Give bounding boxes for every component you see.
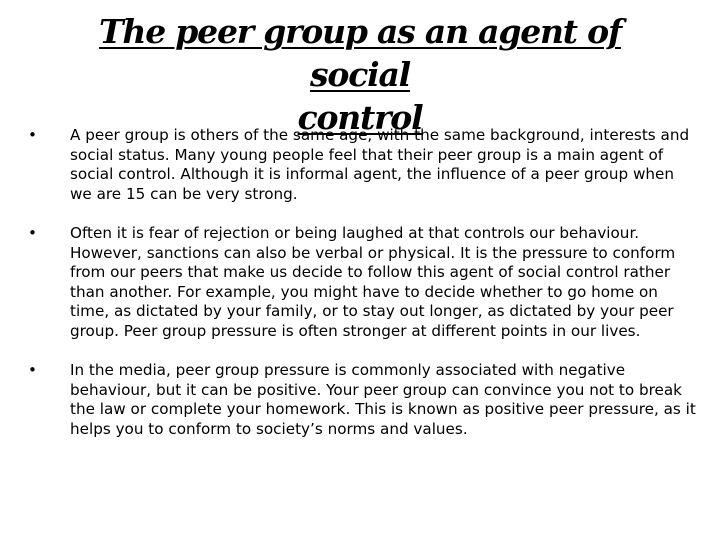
bullet-item-fear-of-rejection	[28, 224, 700, 341]
bullet-text: A peer group is others of the same age, with the same background, interests and social status. Many young people feel that their peer group is a main agent of social control. Although it is informal agent, the influence of a peer group when we are 15 can be very strong.	[70, 126, 690, 203]
slide-title-line-2: control	[297, 98, 423, 137]
bullet-dot-icon: •	[28, 224, 37, 242]
bullet-dot-icon: •	[28, 361, 37, 379]
bullet-text: Often it is fear of rejection or being laughed at that controls our behaviour. However, sanctions can also be verbal or physical. It is the pressure to conform from our peers that make us decide to follow this agent of social control rather than another. For example, you might have to decide whether to go home on time, as dictated by your family, or to stay out longer, as dictated by your peer group. Peer group pressure is often stronger at different points in our lives.	[70, 224, 676, 340]
bullet-text: In the media, peer group pressure is commonly associated with negative behaviour, but it can be positive. Your peer group can convince you not to break the law or complete your homework. This is known as positive peer pressure, as it helps you to conform to society’s norms and values.	[70, 361, 696, 438]
bullet-item-peer-group-definition	[28, 126, 700, 204]
bullet-item-media-peer-pressure	[28, 361, 700, 439]
bullet-list	[28, 126, 700, 459]
bullet-dot-icon: •	[28, 126, 37, 144]
slide-title	[60, 10, 660, 139]
slide-title-line-1: The peer group as an agent of social	[99, 12, 621, 94]
